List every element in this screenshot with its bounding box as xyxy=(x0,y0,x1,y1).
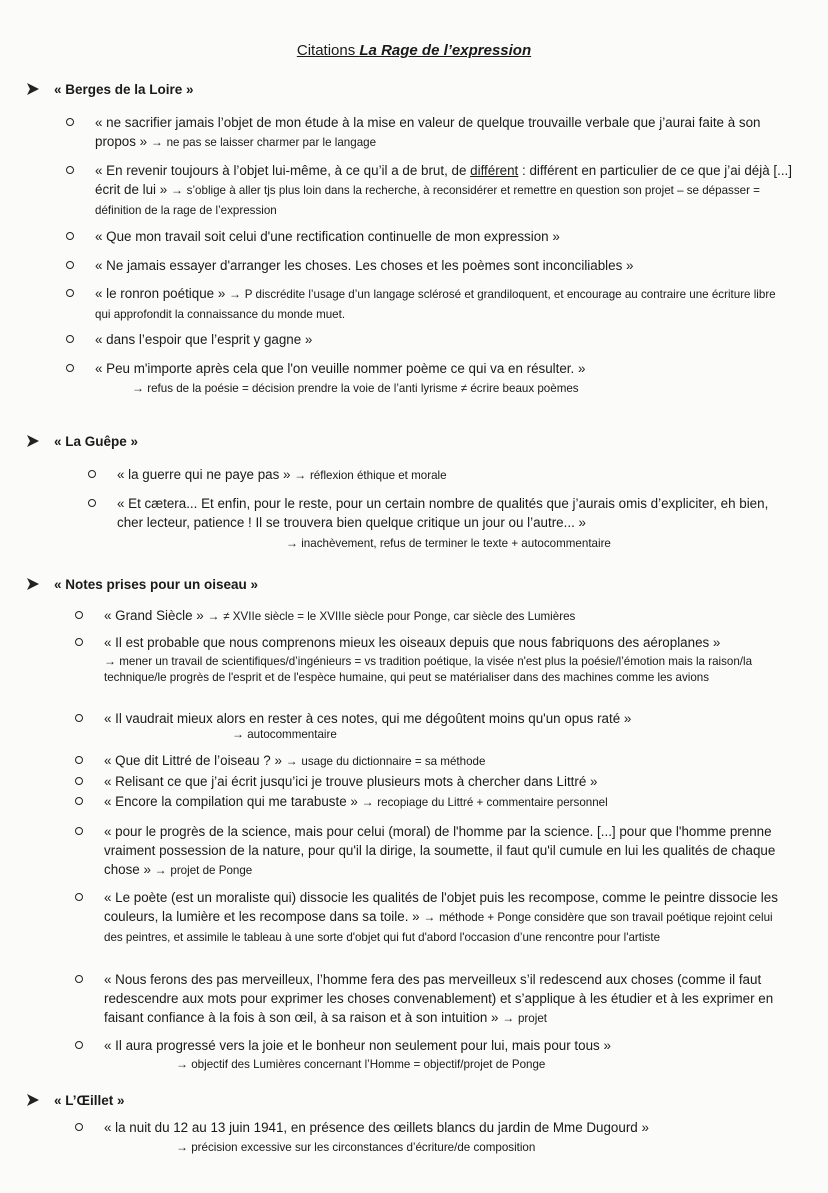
arrow-icon: → xyxy=(176,1057,188,1071)
quote-text: « Il est probable que nous comprenons mieux les oiseaux depuis que nous fabriquons des aéroplanes » xyxy=(104,635,721,650)
quote-text: « ne sacrifier jamais l’objet de mon étude à la mise en valeur de quelque trouvaille verbale que j’aurai faite à son propos » xyxy=(95,115,765,149)
note-text: autocommentaire xyxy=(247,728,337,741)
note-text: recopiage du Littré + commentaire personnel xyxy=(377,796,608,809)
note-text: objectif des Lumières concernant l’Homme = objectif/projet de Ponge xyxy=(191,1058,546,1071)
circle-bullet-icon xyxy=(75,975,83,983)
note-line xyxy=(132,380,782,397)
circle-bullet-icon xyxy=(66,335,74,343)
underlined-word: différent xyxy=(470,163,519,178)
circle-bullet-icon xyxy=(88,470,96,478)
quote-text: « Ne jamais essayer d'arranger les choses. Les choses et les poèmes sont inconciliables » xyxy=(95,258,634,273)
arrow-icon: → xyxy=(170,183,183,197)
quote-text: « Relisant ce que j’ai écrit jusqu’ici je trouve plusieurs mots à chercher dans Littré » xyxy=(104,774,598,789)
list-item xyxy=(95,227,795,246)
note-text: ne pas se laisser charmer par le langage xyxy=(166,136,377,149)
circle-bullet-icon xyxy=(75,756,83,764)
note-text: projet de Ponge xyxy=(170,864,253,877)
quote-text: « Il aura progressé vers la joie et le bonheur non seulement pour lui, mais pour tous » xyxy=(104,1038,611,1053)
circle-bullet-icon xyxy=(75,777,83,785)
list-item xyxy=(104,751,794,771)
quote-text: « Et cætera... Et enfin, pour le reste, pour un certain nombre de qualités que j’aurais omis d’expliciter, eh bien, cher lecteur, patience ! Il se trouvera bien quelque critique un jour ou l’autre... » xyxy=(117,496,773,530)
page-title xyxy=(0,42,828,59)
list-item xyxy=(104,1118,794,1137)
list-item xyxy=(104,822,794,880)
note-text: mener un travail de scientifiques/d’ingénieurs = vs tradition poétique, la visée n'est plus la poésie/l’émotion mais la raison/la technique/le progrès de l'esprit et de l'espèce humaine, qui peut se matérialiser dans des machines comme les avions xyxy=(104,655,753,684)
arrow-icon: → xyxy=(150,135,163,149)
list-item xyxy=(104,606,794,626)
list-item xyxy=(104,1036,794,1055)
arrow-icon: → xyxy=(132,381,144,395)
quote-text: « Peu m'importe après cela que l'on veuille nommer poème ce qui va en résulter. » xyxy=(95,361,586,376)
arrowhead-bullet-icon xyxy=(26,82,46,97)
circle-bullet-icon xyxy=(66,289,74,297)
arrowhead-bullet-icon xyxy=(26,434,46,449)
section-title: « Notes prises pour un oiseau » xyxy=(54,577,259,592)
circle-bullet-icon xyxy=(75,611,83,619)
note-text: inachèvement, refus de terminer le texte + autocommentaire xyxy=(301,537,611,550)
quote-text: « la guerre qui ne paye pas » xyxy=(117,467,291,482)
quote-text: « la nuit du 12 au 13 juin 1941, en présence des œillets blancs du jardin de Mme Dugourd » xyxy=(104,1120,649,1135)
circle-bullet-icon xyxy=(66,118,74,126)
arrow-icon: → xyxy=(176,1140,188,1154)
arrow-icon: → xyxy=(232,727,244,741)
quote-text: « pour le progrès de la science, mais pour celui (moral) de l'homme par la science. [...] pour que l'homme prenne vraiment possession de la nature, pour qu'il la dirige, la soumette, il faut qu'il cumule en lui les qualités de chaque chose » xyxy=(104,824,780,877)
list-item xyxy=(95,113,795,152)
circle-bullet-icon xyxy=(75,638,83,646)
quote-text: « Nous ferons des pas merveilleux, l’homme fera des pas merveilleux s’il redescend aux choses (comme il faut redescendre aux mots pour exprimer les choses convenablement) et s’applique à les étudier et à les exprimer en faisant confiance à la fois à son œil, à sa raison et à son intuition » xyxy=(104,972,777,1025)
circle-bullet-icon xyxy=(75,1123,83,1131)
title-prefix: Citations xyxy=(296,42,360,59)
quote-text: « Encore la compilation qui me tarabuste » xyxy=(104,794,358,809)
note-line xyxy=(286,535,806,552)
list-item xyxy=(117,494,797,532)
quote-text: « Le poète (est un moraliste qui) dissocie les qualités de l'objet puis les recompose, comme le peintre dissocie les couleurs, la lumière et les recompose dans sa toile. » xyxy=(104,890,782,924)
title-work: La Rage de l’expression xyxy=(359,42,532,59)
arrow-icon: → xyxy=(286,536,298,550)
quote-text: « dans l’espoir que l’esprit y gagne » xyxy=(95,332,313,347)
list-item xyxy=(104,970,794,1028)
list-item xyxy=(95,161,795,220)
note-line xyxy=(232,726,632,743)
list-item xyxy=(104,888,794,947)
arrow-icon: → xyxy=(207,609,220,623)
arrow-icon: → xyxy=(361,795,374,809)
quote-text: « Que dit Littré de l’oiseau ? » xyxy=(104,753,282,768)
list-item xyxy=(117,465,797,485)
circle-bullet-icon xyxy=(75,827,83,835)
arrow-icon: → xyxy=(502,1011,515,1025)
arrowhead-bullet-icon xyxy=(26,1093,46,1108)
circle-bullet-icon xyxy=(88,499,96,507)
arrow-icon: → xyxy=(154,863,167,877)
note-text: réflexion éthique et morale xyxy=(309,469,447,482)
section-heading-oeillet xyxy=(26,1093,125,1108)
list-item xyxy=(104,792,794,812)
list-item xyxy=(104,633,794,652)
list-item xyxy=(95,284,785,324)
circle-bullet-icon xyxy=(66,166,74,174)
section-title: « L’Œillet » xyxy=(54,1093,125,1108)
section-heading-notes-oiseau xyxy=(26,577,258,592)
note-text: refus de la poésie = décision prendre la voie de l’anti lyrisme ≠ écrire beaux poèmes xyxy=(147,382,579,395)
quote-text: « le ronron poétique » xyxy=(95,286,226,301)
section-heading-berges xyxy=(26,82,194,97)
note-text: précision excessive sur les circonstances d’écriture/de composition xyxy=(191,1141,536,1154)
arrow-icon: → xyxy=(294,468,307,482)
note-text: ≠ XVIIe siècle = le XVIIIe siècle pour Ponge, car siècle des Lumières xyxy=(223,610,576,623)
arrow-icon: → xyxy=(104,654,116,668)
circle-bullet-icon xyxy=(66,261,74,269)
note-line xyxy=(176,1056,736,1073)
quote-text: « Grand Siècle » xyxy=(104,608,204,623)
note-line xyxy=(104,653,794,686)
list-item xyxy=(95,330,795,349)
arrowhead-bullet-icon xyxy=(26,577,46,592)
quote-text: : différent en particulier de ce que j’ai déjà [...] écrit de lui » xyxy=(95,163,796,197)
section-heading-guepe xyxy=(26,434,138,449)
circle-bullet-icon xyxy=(75,797,83,805)
note-text: s’oblige à aller tjs plus loin dans la recherche, à reconsidérer et remettre en question son projet – se dépasser = définition de la rage de l’expression xyxy=(95,184,760,217)
circle-bullet-icon xyxy=(75,893,83,901)
list-item xyxy=(104,772,794,791)
note-text: projet xyxy=(517,1012,547,1025)
circle-bullet-icon xyxy=(66,232,74,240)
circle-bullet-icon xyxy=(75,1041,83,1049)
list-item xyxy=(95,359,795,378)
quote-text: « Que mon travail soit celui d'une rectification continuelle de mon expression » xyxy=(95,229,560,244)
quote-text: « En revenir toujours à l’objet lui-même, à ce qu’il a de brut, de xyxy=(95,163,471,178)
note-text: P discrédite l’usage d’un langage sclérosé et grandiloquent, et encourage au contraire une écriture libre qui approfondit la connaissance du monde muet. xyxy=(95,288,776,321)
quote-text: « Il vaudrait mieux alors en rester à ces notes, qui me dégoûtent moins qu'un opus raté » xyxy=(104,711,632,726)
arrow-icon: → xyxy=(229,287,242,301)
note-text: usage du dictionnaire = sa méthode xyxy=(301,755,486,768)
circle-bullet-icon xyxy=(75,714,83,722)
section-title: « La Guêpe » xyxy=(54,434,139,449)
list-item xyxy=(95,256,795,275)
arrow-icon: → xyxy=(285,754,298,768)
section-title: « Berges de la Loire » xyxy=(54,82,194,97)
arrow-icon: → xyxy=(423,910,436,924)
circle-bullet-icon xyxy=(66,364,74,372)
note-text: méthode + Ponge considère que son travail poétique rejoint celui des peintres, et assimile le tableau à une sorte d'objet qui fut d'abord l'occasion d’une rencontre pour l'artiste xyxy=(104,911,773,944)
note-line xyxy=(176,1139,736,1156)
